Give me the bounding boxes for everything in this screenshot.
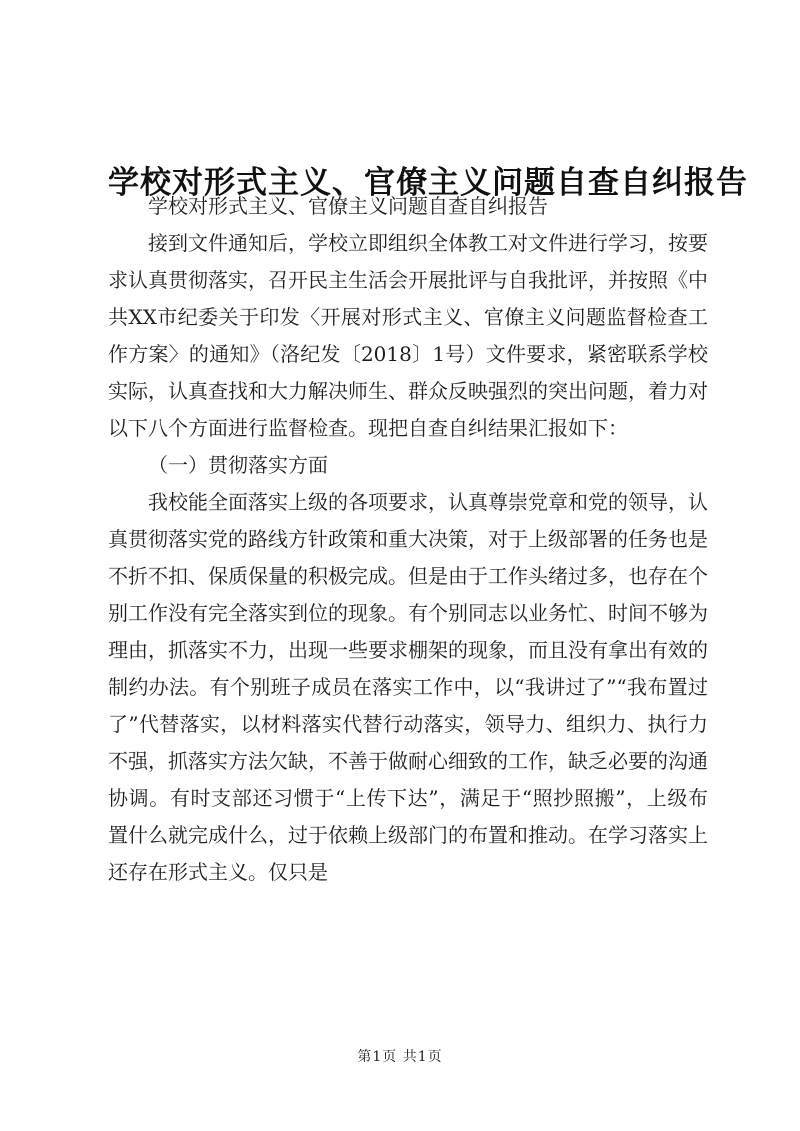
page-number-footer: 第1页 共1页 — [357, 1049, 443, 1065]
document-title: 学校对形式主义、官僚主义问题自查自纠报告 — [108, 164, 748, 201]
body-paragraph: 我校能全面落实上级的各项要求，认真尊崇党章和党的领导，认真贯彻落实党的路线方针政策和重大决策，对于上级部署的任务也是不折不扣、保质保量的积极完成。但是由于工作头绪过多，也存在个别工作没有完全落实到位的现象。有个别同志以业务忙、时间不够为理由，抓落实不力，出现一些要求棚架的现象，而且没有拿出有效的制约办法。有个别班子成员在落实工作中，以“我讲过了”“我布置过了”代替落实，以材料落实代替行动落实，领导力、组织力、执行力不强，抓落实方法欠缺，不善于做耐心细致的工作，缺乏必要的沟通协调。有时支部还习惯于“上传下达”，满足于“照抄照搬”，上级布置什么就完成什么，过于依赖上级部门的布置和推动。在学习落实上还存在形式主义。仅只是 — [108, 490, 708, 884]
subtitle-paragraph: 学校对形式主义、官僚主义问题自查自纠报告 — [148, 194, 548, 218]
section-heading: （一）贯彻落实方面 — [148, 453, 328, 477]
document-body — [108, 188, 708, 891]
intro-paragraph: 接到文件通知后，学校立即组织全体教工对文件进行学习，按要求认真贯彻落实，召开民主生活会开展批评与自我批评，并按照《中共XX市纪委关于印发〈开展对形式主义、官僚主义问题监督检查工作方案〉的通知》（洛纪发〔2018〕1号）文件要求，紧密联系学校实际，认真查找和大力解决师生、群众反映强烈的突出问题，着力对以下八个方面进行监督检查。现把自查自纠结果汇报如下： — [108, 231, 708, 440]
